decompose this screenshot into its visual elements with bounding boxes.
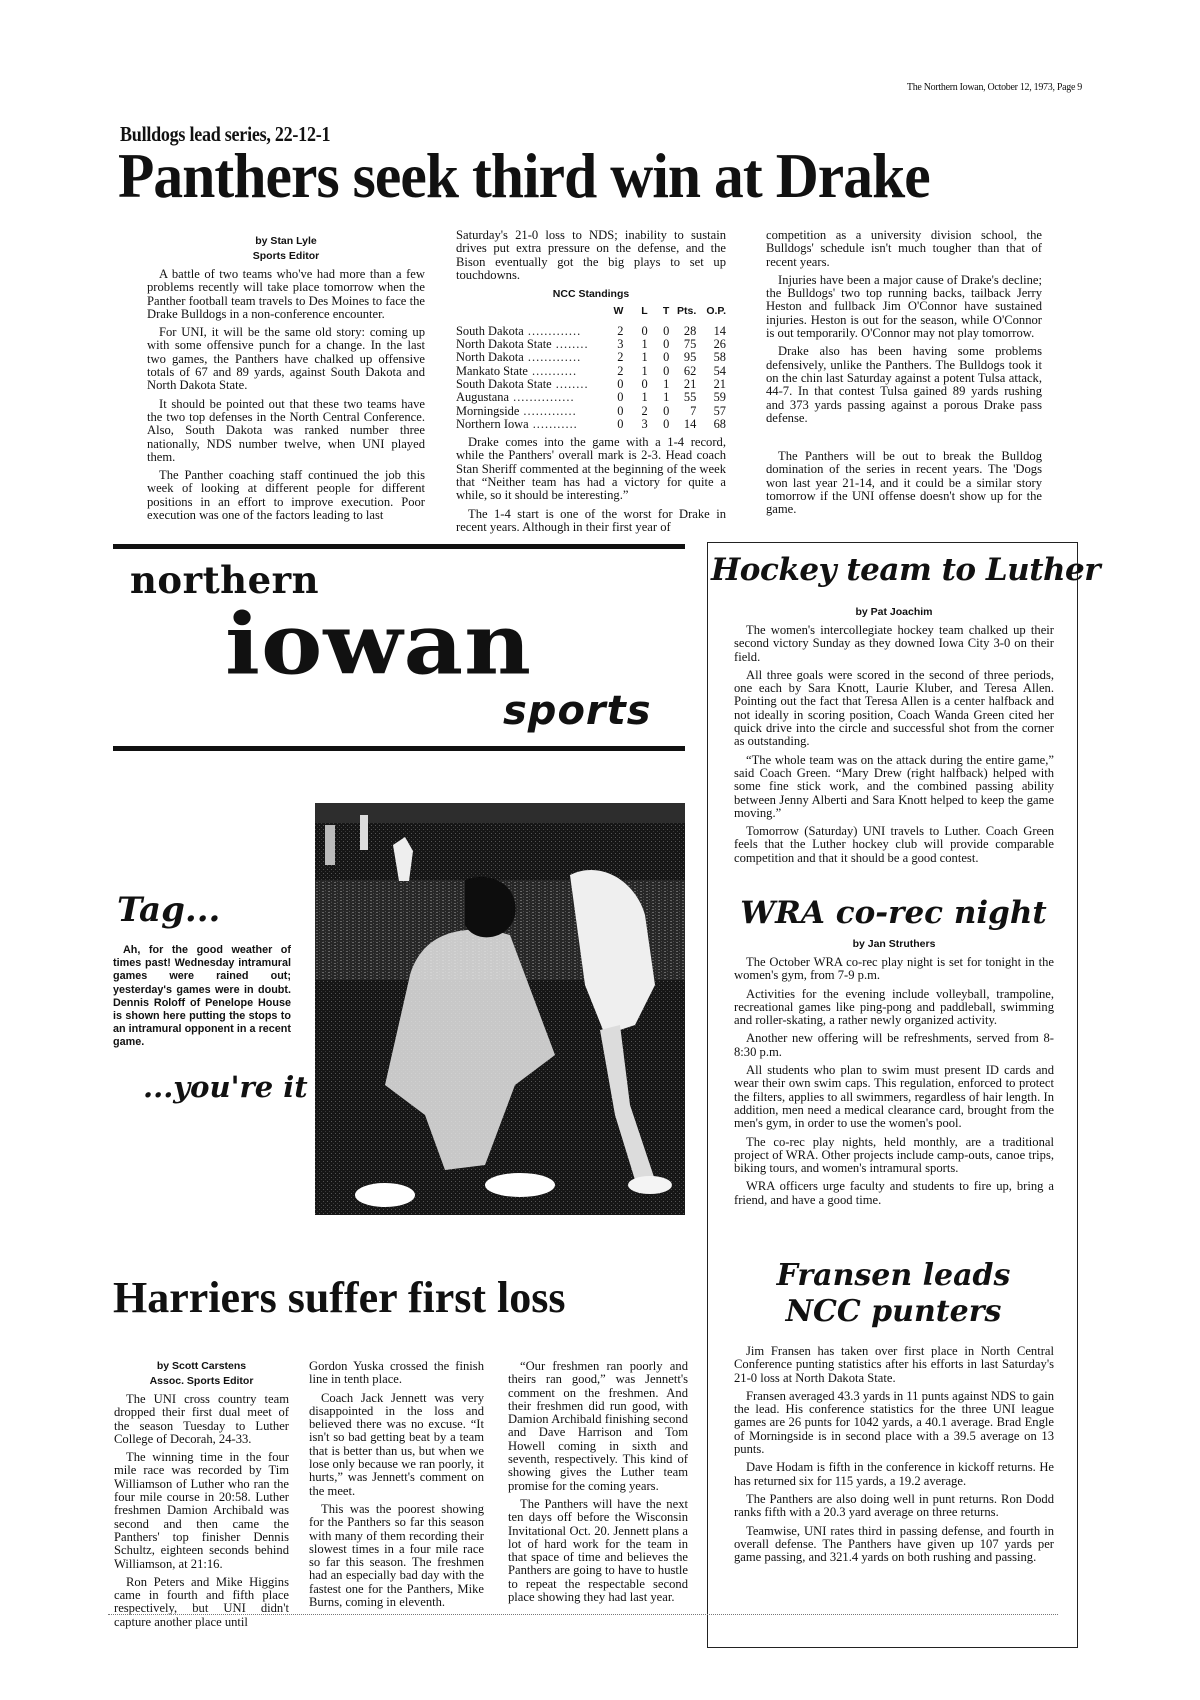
wins: 0 <box>617 403 624 418</box>
masthead-iowan: iowan <box>225 594 533 694</box>
masthead-northern: northern <box>130 558 319 602</box>
wins: 0 <box>617 390 624 405</box>
col-header-t: T <box>662 305 670 318</box>
paragraph: Another new offering will be refreshments, served from 8-8:30 p.m. <box>734 1031 1054 1059</box>
standings-row: North Dakota ............. 2 1 0 95 58 <box>456 350 726 365</box>
losses: 2 <box>641 403 648 418</box>
standings-row: Augustana ............... 0 1 1 55 59 <box>456 390 726 405</box>
harriers-byline-title: Assoc. Sports Editor <box>149 1375 254 1387</box>
paragraph: The Panthers will be out to break the Bulldog domination of the series in recent years. The 'Dogs won last year 21-14, and it could be a similar story tomorrow if the UNI offense doesn't show up for the game. <box>766 449 1042 517</box>
points: 75 <box>683 337 697 352</box>
paragraph: Fransen averaged 43.3 yards in 11 punts against NDS to gain the lead. His conference statistics for the three UNI league games are 26 punts for 1042 yards, a 40.1 average. Brad Engle of Morningside is in second place with a 39.5 average on 13 punts. <box>734 1388 1054 1457</box>
paragraph: Injuries have been a major cause of Drake's decline; the Bulldogs' two top running backs, tailback Jerry Heston and fullback Jim O'Connor have sustained injuries. Heston is out for the season, while O'Connor is out temporarily. O'Connor may not play tomorrow. <box>766 272 1042 341</box>
standings-row: Morningside ............. 0 2 0 7 57 <box>456 403 726 418</box>
team-name: North Dakota <box>456 351 524 365</box>
paragraph: Activities for the evening include volleyball, trampoline, recreational games like ping-pong and paddleball, swimming and roller-skating, a rather newly organized activity. <box>734 986 1054 1028</box>
standings-row: South Dakota State ........ 0 0 1 21 21 <box>456 376 726 391</box>
drake-headline: Panthers seek third win at Drake <box>118 140 930 211</box>
points: 14 <box>683 416 697 431</box>
team-name: Morningside <box>456 404 520 418</box>
wra-byline: by Jan Struthers <box>852 938 936 950</box>
col-header-op: O.P. <box>706 305 726 318</box>
ties: 0 <box>663 416 670 431</box>
ties: 0 <box>663 350 670 365</box>
fransen-article-body <box>734 1345 1054 1569</box>
paragraph: The UNI cross country team dropped their first dual meet of the season Tuesday to Luther College of Decorah, 24-33. <box>114 1392 289 1446</box>
team-name: Augustana <box>456 391 509 405</box>
points: 21 <box>683 376 697 391</box>
photo-feature-ending: ...you're it <box>143 1070 308 1104</box>
paragraph: “Our freshmen ran poorly and theirs ran good,” was Jennett's comment on the freshmen. And their freshmen did run good, with Damion Archibald finishing second and Dave Harrison and Tom Howell coming in sixth and seventh, respectively. This kind of showing gives the Luther team promise for the coming years. <box>508 1359 688 1493</box>
paragraph: Drake also has been having some problems defensively, unlike the Panthers. The Bulldogs took it on the chin last Saturday against a potent Tulsa attack, 44-7. In that contest Tulsa gained 89 yards rushing and 373 yards passing against a porous Drake pass defense. <box>766 344 1042 425</box>
wins: 0 <box>617 376 624 391</box>
paragraph: competition as a university division school, the Bulldogs' schedule isn't much tougher than that of recent years. <box>766 228 1042 269</box>
paragraph: Coach Jack Jennett was very disappointed in the loss and believed there was no excuse. “It isn't so bad getting beat by a team that is better than us, but when we lose only because we ran poorly, it hurts,” was Jennett's comment on the meet. <box>309 1390 484 1498</box>
ties: 1 <box>663 390 670 405</box>
paragraph: The Panther coaching staff continued the job this week of looking at different people for different positions in an effort to improve execution. Poor execution was one of the factors leading to last <box>147 468 425 523</box>
drake-column-1 <box>147 235 425 527</box>
hockey-byline: by Pat Joachim <box>855 606 933 618</box>
paragraph: Jim Fransen has taken over first place in North Central Conference punting statistics after his efforts in last Saturday's 21-0 loss at North Dakota State. <box>734 1344 1054 1385</box>
fransen-headline <box>711 1258 1076 1330</box>
standings-row: South Dakota ............. 2 0 0 28 14 <box>456 323 726 338</box>
photo-feature-title: Tag... <box>117 890 221 930</box>
hockey-headline: Hockey team to Luther <box>711 552 1101 588</box>
paragraph: The women's intercollegiate hockey team chalked up their second victory Sunday as they downed Iowa City 3-0 on their field. <box>734 623 1054 664</box>
standings-row: North Dakota State ........ 3 1 0 75 26 <box>456 337 726 352</box>
paragraph: Teamwise, UNI rates third in passing defense, and fourth in overall defense. The Panthers have given up 107 yards per game passing, and 321.4 yards on both rushing and passing. <box>734 1523 1054 1565</box>
opponent-points: 26 <box>713 337 726 352</box>
drake-column-3 <box>766 229 1042 522</box>
losses: 3 <box>641 416 648 431</box>
standings-row: Northern Iowa ........... 0 3 0 14 68 <box>456 416 726 431</box>
paragraph: All three goals were scored in the second of three periods, one each by Sara Knott, Laurie Kluber, and Teresa Allen. Pointing out the fact that Teresa Allen is a center halfback and not ideally in scoring position, Coach Wanda Green cited her quick drive into the circle and successful shot from the corner as outstanding. <box>734 667 1054 749</box>
harriers-column-3 <box>508 1360 688 1609</box>
ties: 0 <box>663 337 670 352</box>
opponent-points: 58 <box>713 350 726 365</box>
opponent-points: 21 <box>713 376 726 391</box>
harriers-column-2 <box>309 1360 484 1614</box>
hockey-article-body <box>734 606 1054 870</box>
col-header-l: L <box>641 305 648 318</box>
opponent-points: 68 <box>713 416 726 431</box>
harriers-headline: Harriers suffer first loss <box>113 1273 566 1322</box>
ties: 0 <box>663 403 670 418</box>
wins: 2 <box>617 363 624 378</box>
harriers-column-1 <box>114 1360 289 1634</box>
team-name: South Dakota <box>456 324 524 338</box>
opponent-points: 14 <box>713 323 726 338</box>
paragraph: The 1-4 start is one of the worst for Drake in recent years. Although in their first year of <box>456 506 726 534</box>
paragraph: Tomorrow (Saturday) UNI travels to Luther. Coach Green feels that the Luther hockey club will provide comparable competition and that it should be a good contest. <box>734 824 1054 865</box>
byline-title: Sports Editor <box>252 250 320 262</box>
masthead-top-rule <box>113 544 685 549</box>
col-header-w: W <box>613 305 624 318</box>
losses: 1 <box>641 390 648 405</box>
standings-row: Mankato State ........... 2 1 0 62 54 <box>456 363 726 378</box>
team-name: Northern Iowa <box>456 417 529 431</box>
paragraph: Gordon Yuska crossed the finish line in tenth place. <box>309 1359 484 1387</box>
opponent-points: 57 <box>713 403 726 418</box>
opponent-points: 54 <box>713 363 726 378</box>
losses: 1 <box>641 350 648 365</box>
team-name: South Dakota State <box>456 377 552 391</box>
points: 28 <box>683 323 697 338</box>
losses: 1 <box>641 337 648 352</box>
losses: 1 <box>641 363 648 378</box>
paragraph: Drake comes into the game with a 1-4 record, while the Panthers' overall mark is 2-3. Head coach Stan Sheriff commented at the beginning of the week that “Neither team has had a victory for quite a while, so it should be interesting.” <box>456 435 726 503</box>
paragraph: Saturday's 21-0 loss to NDS; inability to sustain drives put extra pressure on the defense, and the Bison eventually got the big plays to set up touchdowns. <box>456 228 726 282</box>
paragraph: The co-rec play nights, held monthly, are a traditional project of WRA. Other projects include camp-outs, canoe trips, biking tours, and women's intramural sports. <box>734 1134 1054 1176</box>
paragraph: “The whole team was on the attack during the entire game,” said Coach Green. “Mary Drew (right halfback) helped with some fine stick work, and the combined passing ability between Jenny Alberti and Sara Knott helped to keep the game moving.” <box>734 752 1054 820</box>
fransen-headline-line-2: NCC punters <box>785 1294 1002 1329</box>
losses: 0 <box>641 376 648 391</box>
paragraph: This was the poorest showing for the Panthers so far this season with many of them recording their slowest times in a four mile race so far this season. The freshmen had an especially bad day with the fastest one for the Panthers, Mike Burns, coming in eleventh. <box>309 1501 484 1610</box>
points: 55 <box>683 390 697 405</box>
masthead-sports: sports <box>503 688 652 734</box>
standings-title: NCC Standings <box>552 288 630 301</box>
photo-image <box>315 785 685 1215</box>
wins: 3 <box>617 337 624 352</box>
team-name: North Dakota State <box>456 338 552 352</box>
opponent-points: 59 <box>713 390 726 405</box>
losses: 0 <box>641 323 648 338</box>
wins: 2 <box>617 350 624 365</box>
harriers-byline-name: by Scott Carstens <box>156 1360 247 1372</box>
standings-header-row <box>456 305 726 324</box>
paragraph: All students who plan to swim must present ID cards and wear their own swim caps. This regulation, enforced to protect the filters, applies to all swimmers, regardless of hair length. In addition, men need a medical clearance card, brought from the men's gym, in order to use the women's pool. <box>734 1063 1054 1131</box>
byline-name: by Stan Lyle <box>255 235 317 247</box>
points: 7 <box>690 403 697 418</box>
paragraph: A battle of two teams who've had more than a few problems recently will take place tomorrow when the Panther football team travels to Des Moines to face the Drake Bulldogs in a non-conference encounter. <box>147 267 425 321</box>
col-header-pts: Pts. <box>677 305 697 318</box>
points: 62 <box>683 363 697 378</box>
drake-kicker: Bulldogs lead series, 22-12-1 <box>120 122 331 146</box>
drake-column-2 <box>456 229 726 539</box>
photo-caption: Ah, for the good weather of times past! Wednesday intramural games were rained out; yesterday's games were in doubt. Dennis Roloff of Penelope House is shown here putting the stops to an intramural opponent in a recent game. <box>113 944 291 1049</box>
team-name: Mankato State <box>456 364 528 378</box>
standings-table <box>456 305 726 431</box>
wins: 2 <box>617 323 624 338</box>
paragraph: Ron Peters and Mike Higgins came in fourth and fifth place respectively, but UNI didn't capture another place until <box>114 1574 289 1629</box>
intramural-photo <box>315 785 685 1215</box>
paragraph: The Panthers are also doing well in punt returns. Ron Dodd ranks fifth with a 20.3 yard average on three returns. <box>734 1491 1054 1520</box>
wra-article-body <box>734 938 1054 1212</box>
points: 95 <box>683 350 697 365</box>
ties: 0 <box>663 363 670 378</box>
paragraph: It should be pointed out that these two teams have the two top defenses in the North Central Conference. Also, South Dakota was ranked number three nationally, NDS number twelve, when UNI played them. <box>147 396 425 464</box>
paragraph: For UNI, it will be the same old story: coming up with some offensive punch for a change. In the last two games, the Panthers have chalked up offensive totals of 67 and 89 yards, against South Dakota and North Dakota State. <box>147 325 425 393</box>
paragraph: WRA officers urge faculty and students to fire up, bring a friend, and have a good time. <box>734 1179 1054 1207</box>
wins: 0 <box>617 416 624 431</box>
masthead-bottom-rule <box>113 746 685 751</box>
col-header-team <box>456 305 605 324</box>
ties: 1 <box>663 376 670 391</box>
paragraph: The Panthers will have the next ten days off before the Wisconsin Invitational Oct. 20. Jennett plans a lot of hard work for the team in that space of time and believes the Panthers are going to have to hustle to repeat the respectable second place showing they had last year. <box>508 1496 688 1605</box>
wra-headline: WRA co-rec night <box>740 895 1047 931</box>
paragraph: Dave Hodam is fifth in the conference in kickoff returns. He has returned six for 115 yards, a 19.2 average. <box>734 1460 1054 1488</box>
ties: 0 <box>663 323 670 338</box>
paragraph: The winning time in the four mile race was recorded by Tim Williamson of Luther who ran the four mile course in 20:58. Luther freshmen Damion Archibald was second and then came the Panthers' top finisher Dennis Schultz, eighteen seconds behind Williamson, at 21:16. <box>114 1450 289 1571</box>
fransen-headline-line-1: Fransen leads <box>776 1258 1011 1293</box>
bottom-dotted-edge <box>108 1614 1058 1615</box>
paragraph: The October WRA co-rec play night is set for tonight in the women's gym, from 7-9 p.m. <box>734 955 1054 983</box>
page-folio: The Northern Iowan, October 12, 1973, Page 9 <box>906 82 1082 93</box>
